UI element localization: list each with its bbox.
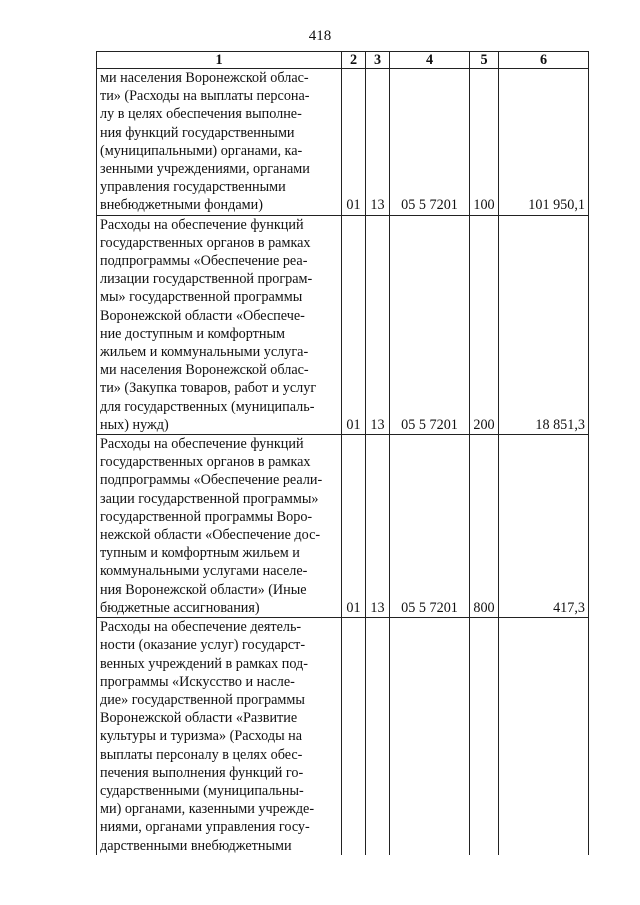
expense-type-code [470, 618, 499, 855]
table-row [97, 435, 589, 618]
description-line: дарственными внебюджетными [100, 837, 292, 854]
description-line: коммунальными услугами населе- [100, 563, 308, 580]
section-code: 01 [342, 69, 366, 216]
expense-type-code: 200 [470, 215, 499, 434]
description-line: венных учреждений в рамках под- [100, 655, 308, 672]
expense-type-code: 100 [470, 69, 499, 216]
page-number: 418 [308, 28, 332, 44]
section-code [342, 618, 366, 855]
subsection-code: 13 [366, 215, 390, 434]
budget-table [96, 51, 589, 855]
description-line: для государственных (муниципаль- [100, 398, 315, 415]
header-col-2: 2 [342, 52, 366, 69]
section-code: 01 [342, 215, 366, 434]
description-line: зации государственной программы» [100, 490, 319, 507]
table-row [97, 69, 589, 216]
table-row [97, 618, 589, 855]
description-line: ми) органами, казенными учрежде- [100, 801, 315, 818]
description-line: жильем и коммунальными услуга- [100, 344, 309, 361]
description-line: тупным и комфортным жильем и [100, 545, 300, 562]
header-col-5: 5 [470, 52, 499, 69]
subsection-code: 13 [366, 435, 390, 618]
description-line: ти» (Закупка товаров, работ и услуг [100, 380, 317, 397]
description-line: государственной программы Воро- [100, 508, 313, 525]
subsection-code [366, 618, 390, 855]
header-col-4: 4 [390, 52, 470, 69]
target-article-code: 05 5 7201 [390, 69, 470, 216]
table-header [97, 52, 589, 69]
description-line: ния функций государственными [100, 124, 295, 141]
description-line: ния Воронежской области» (Иные [100, 581, 307, 598]
amount [499, 618, 589, 855]
description-line: зенными учреждениями, органами [100, 161, 310, 178]
description-line: ных) нужд) [100, 416, 169, 433]
description-line: сударственными (муниципальны- [100, 782, 304, 799]
description-line: лу в целях обеспечения выполне- [100, 106, 302, 123]
header-row [97, 52, 589, 69]
row-description [97, 435, 342, 618]
description-line: Воронежской области «Обеспече- [100, 307, 305, 324]
description-line: подпрограммы «Обеспечение реали- [100, 472, 323, 489]
header-col-1: 1 [97, 52, 342, 69]
description-line: внебюджетными фондами) [100, 197, 263, 214]
description-line: подпрограммы «Обеспечение реа- [100, 253, 308, 270]
description-line: государственных органов в рамках [100, 454, 311, 471]
description-line: ми населения Воронежской облас- [100, 70, 309, 86]
description-line: (муниципальными) органами, ка- [100, 142, 303, 159]
description-line: государственных органов в рамках [100, 234, 311, 251]
amount: 18 851,3 [499, 215, 589, 434]
description-line: выплаты персоналу в целях обес- [100, 746, 303, 763]
amount: 417,3 [499, 435, 589, 618]
description-line: ниями, органами управления госу- [100, 819, 310, 836]
row-description [97, 69, 342, 216]
subsection-code: 13 [366, 69, 390, 216]
description-line: ти» (Расходы на выплаты персона- [100, 88, 310, 105]
expense-type-code: 800 [470, 435, 499, 618]
target-article-code: 05 5 7201 [390, 435, 470, 618]
description-line: Расходы на обеспечение деятель- [100, 619, 302, 636]
table-row [97, 215, 589, 434]
description-line: лизации государственной програм- [100, 271, 313, 288]
header-col-6: 6 [499, 52, 589, 69]
description-line: нежской области «Обеспечение дос- [100, 527, 321, 544]
amount: 101 950,1 [499, 69, 589, 216]
row-description [97, 618, 342, 855]
description-line: ности (оказание услуг) государст- [100, 637, 306, 654]
target-article-code: 05 5 7201 [390, 215, 470, 434]
description-line: Воронежской области «Развитие [100, 710, 298, 727]
description-line: управления государственными [100, 179, 286, 196]
description-line: программы «Искусство и насле- [100, 673, 295, 690]
target-article-code [390, 618, 470, 855]
description-line: Расходы на обеспечение функций [100, 436, 304, 453]
description-line: Расходы на обеспечение функций [100, 216, 304, 233]
description-line: ние доступным и комфортным [100, 325, 285, 342]
header-col-3: 3 [366, 52, 390, 69]
description-line: печения выполнения функций го- [100, 764, 304, 781]
description-line: ми населения Воронежской облас- [100, 362, 309, 379]
row-description [97, 215, 342, 434]
description-line: бюджетные ассигнования) [100, 599, 260, 616]
description-line: дие» государственной программы [100, 691, 305, 708]
section-code: 01 [342, 435, 366, 618]
description-line: культуры и туризма» (Расходы на [100, 728, 303, 745]
description-line: мы» государственной программы [100, 289, 303, 306]
table-body [97, 69, 589, 855]
